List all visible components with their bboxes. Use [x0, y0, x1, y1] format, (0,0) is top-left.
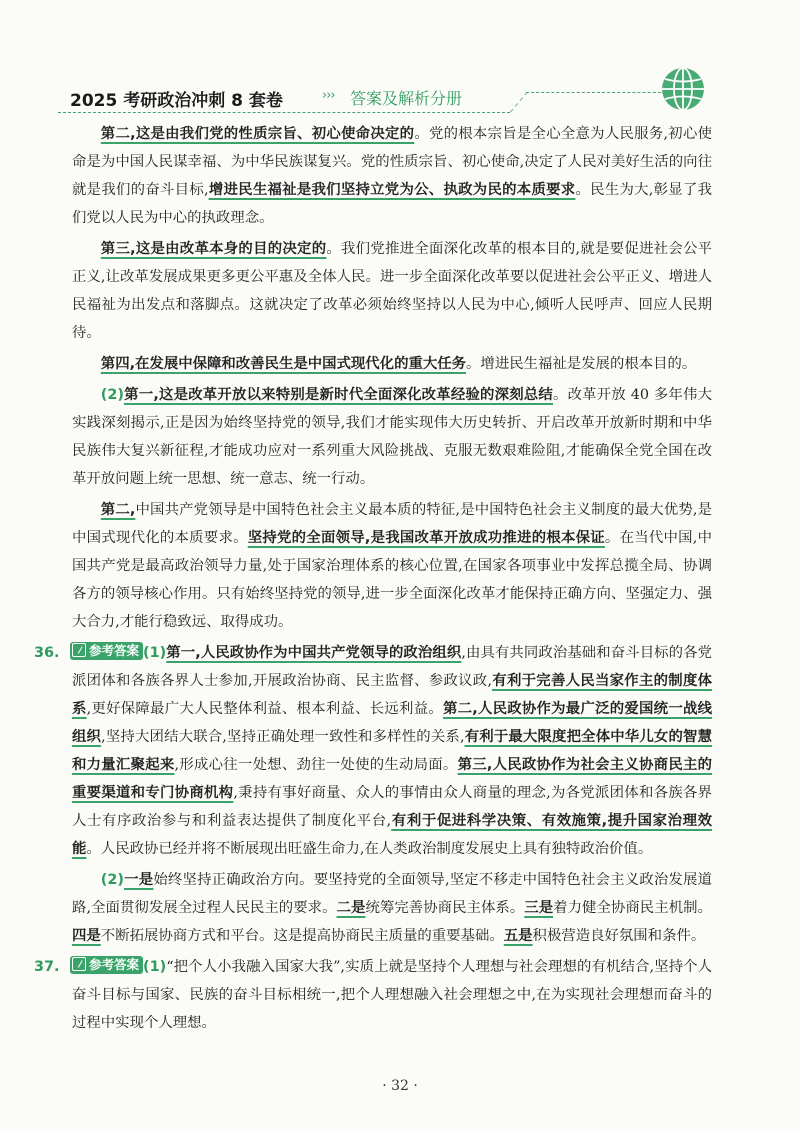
key-point: 有利于最大限度把全体中华儿女的智慧和力量汇聚起来 — [72, 729, 712, 773]
answer-content — [34, 120, 713, 1040]
paragraph-text: 。改革开放 40 多年伟大实践深刻揭示,正是因为始终坚持党的领导,我们才能实现伟大历史转折、开启改革开放新时期和中华民族伟大复兴新征程,才能成功应对一系列重大风险挑战、克服无数艰难险阻,才能确保全党全国在改革开放问题上统一思想、统一意志、统一行动。 — [72, 387, 712, 487]
pencil-icon — [72, 957, 86, 971]
key-point: 第二,人民政协作为最广泛的爱国统一战线组织 — [72, 701, 712, 745]
paragraph-text: ,秉持有事好商量、众人的事情由众人商量的理念,为各党派团体和各族各界人士有序政治参与和利益表达提供了制度化平台, — [72, 785, 712, 829]
question-number: 36. — [34, 645, 60, 661]
paragraph-text: 着力健全协商民主机制。 — [553, 900, 712, 916]
header-arrows: ››› — [322, 88, 335, 103]
paragraph — [72, 120, 712, 232]
paragraph — [72, 381, 712, 493]
header-subtitle: 答案及解析分册 — [350, 89, 463, 108]
key-point: 有利于促进科学决策、有效施策,提升国家治理效能 — [72, 813, 713, 857]
key-point: 一是 — [123, 872, 154, 888]
paragraph-text: 。增进民生福祉是发展的根本目的。 — [466, 356, 697, 372]
key-point: 第一,人民政协作为中国共产党领导的政治组织 — [166, 645, 462, 661]
key-point: 增进民生福祉是我们坚持立党为公、执政为民的本质要求 — [208, 182, 576, 198]
key-point: 第一,这是改革开放以来特别是新时代全面深化改革经验的深刻总结 — [123, 387, 553, 403]
paragraph — [72, 350, 712, 378]
key-point: 四是 — [72, 928, 101, 944]
paragraph-text: ,更好保障最广大人民整体利益、根本利益、长远利益。 — [86, 701, 443, 717]
paragraph-text: 不断拓展协商方式和平台。这是提高协商民主质量的重要基础。 — [100, 928, 504, 944]
pencil-icon — [72, 643, 86, 657]
key-point: 第二,这是由我们党的性质宗旨、初心使命决定的 — [100, 126, 415, 142]
paragraph-text: 。我们党推进全面深化改革的根本目的,就是要促进社会公平正义,让改革发展成果更多更公平惠及全体人民。进一步全面深化改革要以促进社会公平正义、增进人民福祉为出发点和落脚点。这就决定了改革必须始终坚持以人民为中心,倾听人民呼声、回应人民期待。 — [72, 241, 713, 341]
paragraph-text: “把个人小我融入国家大我”,实质上就是坚持个人理想与社会理想的有机结合,坚持个人奋斗目标与国家、民族的奋斗目标相统一,把个人理想融入社会理想之中,在为实现社会理想而奋斗的过程中实现个人理想。 — [72, 959, 712, 1031]
reference-answer-badge — [70, 642, 143, 660]
paragraph — [72, 496, 712, 636]
paragraph-text: 统筹完善协商民主体系。 — [365, 900, 525, 916]
paragraph-text: 。党的根本宗旨是全心全意为人民服务,初心使命是为中国人民谋幸福、为中华民族谋复兴。党的性质宗旨、初心使命,决定了人民对美好生活的向往就是我们的奋斗目标, — [72, 126, 713, 198]
question-36-answer — [34, 639, 713, 863]
key-point: 有利于完善人民当家作主的制度体系 — [72, 673, 712, 717]
paragraph-text: ,形成心往一处想、劲往一处使的生动局面。 — [174, 757, 458, 773]
badge-label: 参考答案 — [89, 957, 140, 972]
question-number: 37. — [34, 959, 60, 975]
key-point: 第四,在发展中保障和改善民生是中国式现代化的重大任务 — [100, 356, 467, 372]
reference-answer-badge — [70, 956, 143, 974]
sub-question-number: (1) — [143, 645, 167, 661]
header-divider-top — [526, 92, 676, 93]
header-divider — [58, 112, 510, 113]
paragraph-text: 。在当代中国,中国共产党是最高政治领导力量,处于国家治理体系的核心位置,在国家各项事业中发挥总揽全局、协调各方的领导核心作用。只有始终坚持党的领导,进一步全面深化改革才能保持正确方向、坚强定力、强大合力,才能行稳致远、取得成功。 — [72, 530, 713, 630]
key-point: 二是 — [336, 900, 366, 916]
key-point: 三是 — [524, 900, 554, 916]
badge-label: 参考答案 — [89, 643, 140, 658]
header-divider-slant — [510, 92, 550, 112]
globe-icon — [658, 64, 708, 114]
paragraph-text: 始终坚持正确政治方向。要坚持党的全面领导,坚定不移走中国特色社会主义政治发展道路,全面贯彻发展全过程人民民主的要求。 — [72, 872, 712, 916]
key-point: 第三,这是由改革本身的目的决定的 — [100, 241, 327, 257]
paragraph-text: 。人民政协已经并将不断展现出旺盛生命力,在人类政治制度发展史上具有独特政治价值。 — [86, 841, 653, 857]
paragraph — [72, 866, 712, 950]
key-point: 坚持党的全面领导,是我国改革开放成功推进的根本保证 — [247, 530, 605, 546]
paragraph — [72, 235, 712, 347]
paragraph-text: 。民生为大,彰显了我们党以人民为中心的执政理念。 — [72, 182, 713, 226]
key-point: 第三,人民政协作为社会主义协商民主的重要渠道和专门协商机构 — [72, 757, 712, 801]
header-title: 2025 考研政治冲刺 8 套卷 — [70, 91, 283, 111]
paragraph-text: ,由具有共同政治基础和奋斗目标的各党派团体和各族各界人士参加,开展政治协商、民主监督、参政议政, — [72, 645, 713, 689]
sub-question-number: (1) — [143, 959, 167, 975]
sub-question-number: (2) — [100, 872, 124, 888]
sub-question-number: (2) — [100, 387, 124, 403]
key-point: 五是 — [503, 928, 533, 944]
paragraph-text: 积极营造良好氛围和条件。 — [532, 928, 706, 944]
key-point: 第二, — [100, 502, 136, 518]
page-number: · 32 · — [382, 1078, 418, 1094]
question-37-answer — [34, 953, 712, 1037]
paragraph-text: ,坚持大团结大联合,坚持正确处理一致性和多样性的关系, — [101, 729, 465, 745]
paragraph-text: 中国共产党领导是中国特色社会主义最本质的特征,是中国特色社会主义制度的最大优势,是中国式现代化的本质要求。 — [72, 502, 713, 546]
page-header — [58, 80, 748, 120]
